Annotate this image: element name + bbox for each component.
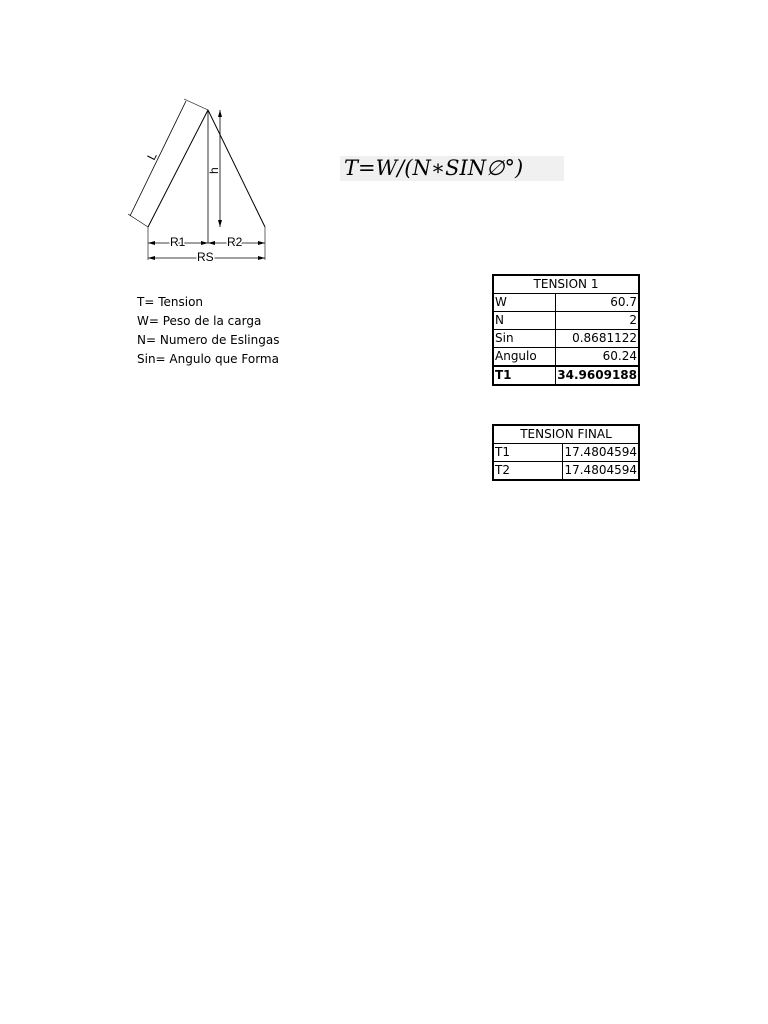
r2-arrow-right xyxy=(258,241,265,245)
cell-value[interactable]: 60.7 xyxy=(556,294,639,312)
rs-arrow-left xyxy=(148,256,155,260)
tension-formula: T=W/(N∗SIN∅°) xyxy=(340,156,564,181)
cell-value[interactable]: 60.24 xyxy=(556,348,639,367)
r1-arrow-right xyxy=(201,241,208,245)
table-row xyxy=(493,330,639,348)
label-rs: RS xyxy=(197,250,214,265)
cell-label[interactable]: W xyxy=(493,294,556,312)
cell-value[interactable]: 34.9609188 xyxy=(556,366,639,385)
r2-arrow-left xyxy=(208,241,215,245)
table-row xyxy=(493,348,639,367)
cell-label[interactable]: T1 xyxy=(493,444,563,462)
cell-label[interactable]: T1 xyxy=(493,366,556,385)
label-r1: R1 xyxy=(170,235,186,250)
cell-label[interactable]: Angulo xyxy=(493,348,556,367)
cell-value[interactable]: 17.4804594 xyxy=(563,462,639,481)
cell-label[interactable]: N xyxy=(493,312,556,330)
variable-legend xyxy=(137,293,279,369)
tension-final-table xyxy=(492,424,640,481)
sling-diagram xyxy=(120,95,280,265)
tension-final-title: TENSION FINAL xyxy=(493,425,639,444)
sling-extension-top xyxy=(184,99,208,110)
tension-1-title: TENSION 1 xyxy=(493,275,639,294)
table-row xyxy=(493,462,639,481)
sling-extension-bottom xyxy=(128,214,148,227)
label-l: L xyxy=(144,150,160,163)
legend-item-w: W= Peso de la carga xyxy=(137,314,262,328)
left-leg xyxy=(148,110,208,227)
tension-1-table xyxy=(492,274,640,386)
legend-item-sin: Sin= Angulo que Forma xyxy=(137,352,279,366)
table-row xyxy=(493,312,639,330)
label-r2: R2 xyxy=(227,235,243,250)
legend-item-t: T= Tension xyxy=(137,295,204,309)
height-arrow-bottom xyxy=(218,220,222,227)
cell-label[interactable]: T2 xyxy=(493,462,563,481)
table-total-row xyxy=(493,366,639,385)
r1-arrow-left xyxy=(148,241,155,245)
cell-value[interactable]: 17.4804594 xyxy=(563,444,639,462)
cell-value[interactable]: 0.8681122 xyxy=(556,330,639,348)
cell-label[interactable]: Sin xyxy=(493,330,556,348)
rs-arrow-right xyxy=(258,256,265,260)
table-row xyxy=(493,444,639,462)
table-row xyxy=(493,294,639,312)
height-arrow-top xyxy=(218,110,222,117)
cell-value[interactable]: 2 xyxy=(556,312,639,330)
label-h: h xyxy=(207,167,221,174)
legend-item-n: N= Numero de Eslingas xyxy=(137,333,280,347)
